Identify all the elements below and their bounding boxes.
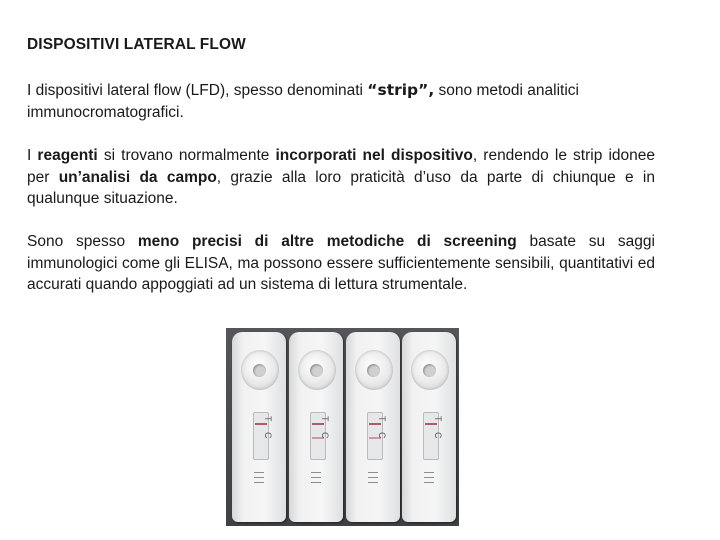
sample-well-hole	[367, 364, 380, 377]
reagents-text-c: si trovano normalmente	[97, 147, 276, 164]
test-cassette	[402, 332, 456, 522]
control-band	[425, 423, 437, 425]
test-mark: T	[263, 416, 273, 422]
precision-text-c: basate su saggi immunologici come gli ELISA, ma possono essere sufficientemente sensibili, quantitativi ed accurati quando appoggiati ad un sistema di lettura strumentale.	[27, 233, 655, 293]
cassette-label	[424, 472, 436, 510]
cassette-label	[311, 472, 323, 510]
cassette-label	[254, 472, 266, 510]
control-mark: C	[377, 432, 387, 439]
reagents-bold-1: reagenti	[37, 147, 98, 164]
test-cassette	[232, 332, 286, 522]
control-band	[312, 423, 324, 425]
lateral-flow-strips-photo	[226, 328, 459, 526]
intro-strip-term: “strip”,	[367, 81, 435, 99]
test-mark: T	[377, 416, 387, 422]
control-mark: C	[263, 432, 273, 439]
reagents-bold-2: incorporati nel dispositivo	[275, 147, 473, 164]
slide-title: DISPOSITIVI LATERAL FLOW	[27, 36, 246, 53]
cassette-label	[368, 472, 380, 510]
test-mark: T	[433, 416, 443, 422]
precision-bold-1: meno precisi di altre metodiche di screening	[137, 233, 517, 250]
reagents-text-d: , rendendo le strip idonee per	[27, 147, 655, 186]
paragraph-intro	[27, 80, 655, 123]
sample-well-hole	[253, 364, 266, 377]
test-mark: T	[320, 416, 330, 422]
reagents-text-a: I	[27, 147, 38, 164]
paragraph-reagents	[27, 145, 655, 210]
intro-text-a: I dispositivi lateral flow (LFD), spesso denominati	[27, 82, 368, 99]
control-band	[369, 423, 381, 425]
control-mark: C	[433, 432, 443, 439]
test-cassette	[346, 332, 400, 522]
precision-text-a: Sono spesso	[27, 233, 138, 250]
sample-well-hole	[423, 364, 436, 377]
reagents-text-e: , grazie alla loro praticità d’uso da parte di chiunque e in qualunque situazione.	[27, 168, 655, 207]
control-band	[255, 423, 267, 425]
intro-text-b: sono metodi analitici immunocromatografici.	[27, 82, 579, 121]
control-mark: C	[320, 432, 330, 439]
paragraph-precision	[27, 231, 655, 296]
reagents-bold-3: un’analisi da campo	[58, 168, 217, 186]
test-cassette	[289, 332, 343, 522]
sample-well-hole	[310, 364, 323, 377]
